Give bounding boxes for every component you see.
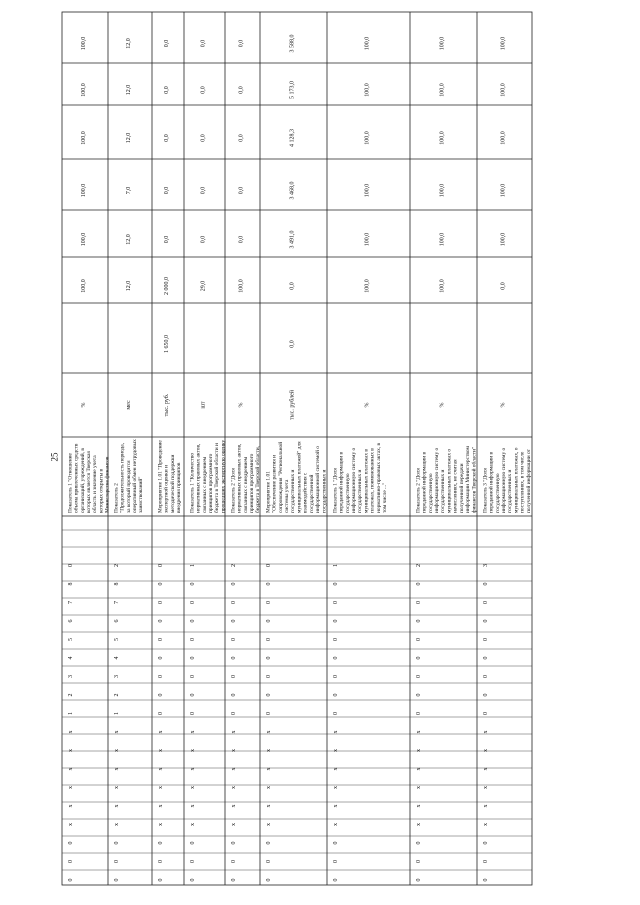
code-digit: 0 — [190, 619, 196, 623]
code-digit: x — [416, 786, 422, 789]
value-cell: 100,0 — [81, 131, 87, 145]
code-digit: x — [231, 786, 237, 789]
value-cell: 100,0 — [439, 232, 446, 247]
code-digit: 0 — [158, 582, 164, 586]
code-digit: 2 — [231, 564, 237, 567]
value-cell: 12,0 — [126, 132, 132, 144]
code-digit: 0 — [416, 619, 422, 623]
indicator-text: информационную систему о — [434, 447, 441, 513]
indicator-text: организаций, учреждений, в — [79, 448, 86, 513]
indicator-text: нормативных правовых актов, — [195, 443, 202, 513]
value-cell: 2 000,0 — [164, 277, 170, 295]
indicator-text: поступлениях, в том числе — [519, 451, 526, 513]
indicator-text: Показатель 1 "Отношение — [67, 453, 74, 513]
page-number: 25 — [49, 452, 60, 462]
value-cell: 7,0 — [126, 186, 132, 195]
code-digit: x — [266, 749, 272, 752]
code-digit: x — [483, 749, 489, 752]
code-digit: x — [416, 804, 422, 808]
value-cell: 0,0 — [164, 186, 170, 195]
code-digit: x — [266, 786, 272, 789]
value-cell: 0,0 — [238, 39, 245, 48]
indicator-text: Показатель 2 — [113, 483, 120, 513]
code-digit: 0 — [68, 564, 74, 567]
code-digit: 0 — [68, 878, 74, 882]
code-digit: 0 — [266, 693, 272, 697]
indicator-text: прошедших экспертную оценку — [220, 439, 227, 513]
code-digit: 0 — [114, 841, 120, 845]
indicator-text: государственную — [427, 473, 434, 513]
indicator-text: том числе ..." — [382, 482, 389, 513]
value-cell: 100,0 — [500, 36, 507, 51]
code-digit: 0 — [416, 860, 422, 863]
code-digit: x — [416, 767, 422, 771]
value-cell: 12,0 — [126, 280, 132, 292]
code-digit: x — [333, 786, 339, 789]
unit-text: тыс. рублей — [289, 390, 296, 420]
code-digit: 1 — [333, 564, 339, 567]
indicator-text: область и значение учета — [92, 455, 99, 513]
code-digit: 0 — [190, 841, 196, 845]
value-cell: 3 468,0 — [289, 181, 296, 200]
indicator-text: муниципальных платежах, о — [513, 447, 520, 513]
value-cell: 0,0 — [164, 134, 170, 142]
code-digit: x — [333, 730, 339, 734]
value-cell: 100,0 — [439, 183, 446, 198]
unit-text: % — [439, 402, 446, 408]
code-digit: x — [114, 786, 120, 789]
value-cell: 0,0 — [500, 282, 507, 290]
code-digit: 0 — [266, 860, 272, 863]
value-cell: 3 491,0 — [289, 230, 296, 249]
indicator-text: информационной системой о — [315, 446, 322, 513]
code-digit: x — [158, 730, 164, 734]
code-digit: 4 — [68, 656, 74, 660]
value-cell: 0,0 — [164, 39, 170, 48]
indicator-text: переданной информации в — [338, 451, 345, 513]
code-digit: 0 — [158, 656, 164, 660]
code-digit: 0 — [333, 675, 339, 678]
code-digit: x — [68, 767, 74, 771]
code-digit: 0 — [483, 878, 489, 882]
code-digit: x — [333, 804, 339, 808]
indicator-text: "Продолжительность периода, — [119, 442, 126, 513]
code-digit: 2 — [114, 564, 120, 567]
indicator-text: связанных с внедрением — [201, 456, 208, 513]
indicator-text: "Обеспечение развития и — [271, 454, 278, 513]
code-digit: 0 — [483, 601, 489, 604]
indicator-text: Мероприятие 1.01 "Проведение — [157, 440, 164, 513]
code-digit: 0 — [416, 638, 422, 641]
indicator-text: Министерстве финансов — [104, 456, 111, 513]
code-digit: 0 — [68, 860, 74, 863]
value-cell: 100,0 — [439, 279, 446, 293]
code-digit: 0 — [416, 878, 422, 882]
code-digit: x — [158, 786, 164, 789]
code-digit: 0 — [190, 582, 196, 586]
value-cell: 12,0 — [126, 38, 132, 49]
value-cell: 100,0 — [364, 183, 371, 198]
code-digit: 7 — [68, 601, 74, 604]
value-cell: 12,0 — [126, 84, 132, 96]
code-digit: x — [190, 786, 196, 789]
code-digit: 0 — [266, 582, 272, 586]
code-digit: 0 — [266, 619, 272, 623]
code-digit: x — [68, 823, 74, 826]
unit-text: % — [81, 402, 87, 408]
code-digit: x — [483, 823, 489, 826]
unit-text: % — [238, 402, 245, 408]
code-digit: 0 — [416, 656, 422, 660]
indicator-text: Показатель 3 "Доля — [482, 468, 489, 513]
unit-text: % — [500, 402, 507, 408]
code-digit: 0 — [266, 675, 272, 678]
code-digit: x — [114, 823, 120, 826]
indicator-text: нормативных правовых актов, — [236, 443, 243, 513]
code-digit: 0 — [416, 693, 422, 697]
code-digit: x — [190, 749, 196, 752]
code-digit: 0 — [190, 638, 196, 641]
code-digit: 8 — [68, 582, 74, 586]
code-digit: 0 — [231, 860, 237, 863]
value-cell: 4 128,3 — [289, 129, 296, 147]
code-digit: 0 — [266, 656, 272, 660]
value-cell: 1 650,0 — [164, 335, 170, 353]
code-digit: 1 — [68, 712, 74, 715]
code-digit: x — [231, 730, 237, 734]
indicator-text: сопровождения "Региональной — [277, 441, 284, 513]
code-digit: x — [231, 823, 237, 826]
value-cell: 0,0 — [289, 340, 296, 348]
value-cell: 0,0 — [164, 86, 170, 94]
code-digit: x — [231, 767, 237, 771]
code-digit: x — [333, 823, 339, 826]
code-digit: x — [190, 823, 196, 826]
code-digit: x — [190, 767, 196, 771]
code-digit: 0 — [416, 712, 422, 715]
value-cell: 100,0 — [439, 36, 446, 51]
code-digit: x — [231, 749, 237, 752]
code-digit: 0 — [231, 656, 237, 660]
code-digit: 0 — [483, 582, 489, 586]
value-cell: 100,0 — [364, 279, 371, 293]
code-digit: x — [190, 804, 196, 808]
code-digit: 0 — [416, 841, 422, 845]
value-cell: 0,0 — [238, 186, 245, 195]
indicator-text: Показатель 1 "Количество — [189, 452, 196, 513]
code-digit: 0 — [333, 582, 339, 586]
code-digit: 0 — [266, 564, 272, 567]
code-digit: 0 — [158, 619, 164, 623]
code-digit: 0 — [266, 601, 272, 604]
code-digit: 0 — [483, 656, 489, 660]
indicator-text: информационную систему о — [501, 447, 508, 513]
indicator-text: переданной информации в — [421, 451, 428, 513]
code-digit: 0 — [231, 878, 237, 882]
code-digit: 0 — [231, 582, 237, 586]
code-digit: 0 — [483, 841, 489, 845]
value-cell: 100,0 — [500, 232, 507, 247]
unit-text: тыс. руб. — [164, 393, 170, 417]
indicator-text: нормативно-правовых актах, в — [375, 442, 382, 513]
code-digit: 0 — [333, 619, 339, 623]
unit-text: % — [364, 402, 371, 408]
indicator-text: Мероприятие 1.01 — [265, 471, 272, 513]
code-digit: 0 — [158, 675, 164, 678]
code-digit: 0 — [158, 878, 164, 882]
indicator-text: бюджета в Тверской области, — [255, 446, 262, 513]
value-cell: 100,0 — [81, 279, 87, 293]
code-digit: x — [333, 749, 339, 752]
indicator-text: объема привлеченных средств — [73, 443, 80, 513]
value-cell: 100,0 — [238, 279, 245, 293]
value-cell: 3 588,0 — [289, 34, 296, 53]
value-cell: 5 173,0 — [289, 81, 296, 99]
code-digit: 2 — [68, 693, 74, 697]
code-digit: x — [190, 730, 196, 734]
indicator-text: системы учета — [284, 479, 291, 513]
code-digit: 0 — [483, 693, 489, 697]
value-cell: 100,0 — [364, 36, 371, 51]
indicator-text: Показатель 2 "Доля — [415, 468, 422, 513]
unit-text: шт — [200, 401, 207, 409]
code-digit: 6 — [114, 619, 120, 623]
value-cell: 100,0 — [364, 83, 371, 97]
code-digit: 1 — [114, 712, 120, 715]
value-cell: 100,0 — [81, 83, 87, 97]
code-digit: x — [231, 804, 237, 808]
code-digit: 0 — [114, 860, 120, 863]
code-digit: 0 — [333, 860, 339, 863]
code-digit: 0 — [483, 619, 489, 623]
code-digit: 0 — [158, 693, 164, 697]
code-digit: 8 — [114, 582, 120, 586]
indicator-text: муниципальных платежах в — [363, 449, 370, 513]
code-digit: 0 — [190, 693, 196, 697]
code-digit: 2 — [114, 693, 120, 697]
code-digit: 5 — [68, 638, 74, 641]
value-cell: 100,0 — [500, 131, 507, 145]
code-digit: 0 — [231, 638, 237, 641]
indicator-text: государственных и — [357, 469, 364, 513]
indicator-text: государственную — [344, 473, 351, 513]
code-digit: 2 — [416, 564, 422, 567]
code-digit: 0 — [68, 841, 74, 845]
unit-text: мес — [126, 400, 132, 410]
code-digit: 0 — [158, 712, 164, 715]
code-digit: 4 — [114, 656, 120, 660]
code-digit: x — [333, 767, 339, 771]
indicator-text: экспертной оценки и — [163, 465, 170, 513]
value-cell: 100,0 — [500, 183, 507, 198]
code-digit: x — [68, 786, 74, 789]
code-digit: x — [266, 767, 272, 771]
code-digit: 0 — [231, 619, 237, 623]
indicator-text: за который проводится — [125, 460, 132, 513]
code-digit: 3 — [114, 675, 120, 678]
value-cell: 100,0 — [81, 183, 87, 198]
code-digit: 0 — [483, 638, 489, 641]
indicator-text: переданной информации в — [488, 451, 495, 513]
indicator-text: внедрения принципов — [176, 462, 183, 513]
value-cell: 100,0 — [439, 83, 446, 97]
code-digit: 0 — [266, 841, 272, 845]
code-digit: x — [483, 767, 489, 771]
code-digit: 0 — [416, 582, 422, 586]
indicator-text: информационную систему о — [351, 447, 358, 513]
code-digit: 1 — [190, 564, 196, 567]
code-digit: 0 — [416, 601, 422, 604]
value-cell: 100,0 — [364, 131, 371, 145]
code-digit: 0 — [190, 675, 196, 678]
indicator-text: государственную — [494, 473, 501, 513]
code-digit: 0 — [483, 860, 489, 863]
value-cell: 100,0 — [81, 36, 87, 51]
indicator-text: оперативный обмен нетрудовых — [132, 439, 139, 513]
code-digit: x — [483, 804, 489, 808]
value-cell: 0,0 — [200, 86, 207, 94]
value-cell: 0,0 — [200, 235, 207, 244]
code-digit: x — [158, 804, 164, 808]
code-digit: 0 — [231, 841, 237, 845]
code-digit: x — [158, 767, 164, 771]
indicator-text: государственных и — [290, 469, 297, 513]
code-digit: x — [158, 749, 164, 752]
value-cell: 0,0 — [164, 235, 170, 244]
code-digit: 7 — [114, 601, 120, 604]
code-digit: x — [114, 767, 120, 771]
code-digit: x — [416, 823, 422, 826]
code-digit: 0 — [158, 564, 164, 567]
indicator-text: государственных и — [321, 469, 328, 513]
code-digit: x — [158, 823, 164, 826]
indicator-text: принципов программного — [249, 453, 256, 513]
code-digit: 0 — [190, 878, 196, 882]
indicator-text: государственных и — [507, 469, 514, 513]
value-cell: 0,0 — [238, 134, 245, 142]
indicator-text: муниципальных платежах о — [446, 448, 453, 513]
code-digit: 0 — [416, 675, 422, 678]
code-digit: 0 — [333, 656, 339, 660]
code-digit: 0 — [333, 693, 339, 697]
code-digit: 6 — [68, 619, 74, 623]
code-digit: x — [114, 804, 120, 808]
value-cell: 100,0 — [439, 131, 446, 145]
code-digit: x — [266, 730, 272, 734]
code-digit: 0 — [231, 601, 237, 604]
code-digit: 0 — [231, 675, 237, 678]
value-cell: 0,0 — [200, 186, 207, 195]
indicator-text: взаимодействия с — [302, 472, 309, 513]
code-digit: x — [266, 823, 272, 826]
indicator-text: методической поддержки — [169, 454, 176, 513]
indicator-text: принципов программного — [208, 453, 215, 513]
code-digit: x — [416, 730, 422, 734]
indicator-text: начислениях, не считая — [452, 459, 459, 513]
code-digit: 0 — [158, 841, 164, 845]
indicator-text: заимствований" — [138, 476, 145, 513]
value-cell: 0,0 — [289, 282, 296, 290]
value-cell: 0,0 — [200, 134, 207, 142]
code-digit: 0 — [158, 638, 164, 641]
code-digit: 0 — [483, 675, 489, 678]
indicator-text: полученной передачи — [458, 463, 465, 513]
code-digit: 0 — [266, 638, 272, 641]
code-digit: 0 — [231, 693, 237, 697]
code-digit: 0 — [114, 878, 120, 882]
value-cell: 29,0 — [200, 280, 207, 292]
indicator-text: финансов Тверской области" — [471, 446, 478, 513]
indicator-text: которых является Тверская — [86, 451, 93, 513]
indicator-text: государственных и — [440, 469, 447, 513]
code-digit: x — [114, 730, 120, 734]
indicator-text: бюджета в Тверской области и — [214, 443, 221, 513]
value-cell: 100,0 — [364, 232, 371, 247]
value-cell: 100,0 — [81, 232, 87, 247]
code-digit: 3 — [483, 564, 489, 567]
code-digit: 3 — [68, 675, 74, 678]
code-digit: 0 — [333, 841, 339, 845]
code-digit: 0 — [158, 601, 164, 604]
code-digit: x — [483, 786, 489, 789]
code-digit: 0 — [333, 638, 339, 641]
code-digit: 0 — [190, 601, 196, 604]
indicator-text: Показатель 1 "Доля — [332, 468, 339, 513]
indicator-text: платежах, поименованных в — [369, 448, 376, 513]
value-cell: 12,0 — [126, 234, 132, 245]
indicator-text: государственной — [308, 474, 315, 513]
code-digit: 0 — [333, 878, 339, 882]
code-digit: x — [416, 749, 422, 752]
indicator-text: муниципальных платежей" для — [296, 441, 303, 513]
value-cell: 0,0 — [238, 86, 245, 94]
code-digit: x — [483, 730, 489, 734]
indicator-text: информации Министерством — [465, 446, 472, 513]
indicator-text: которых открыты в — [98, 468, 105, 513]
code-digit: 5 — [114, 638, 120, 641]
code-digit: x — [68, 749, 74, 752]
code-digit: 0 — [190, 860, 196, 863]
value-cell: 0,0 — [200, 39, 207, 48]
code-digit: 0 — [231, 712, 237, 715]
value-cell: 100,0 — [500, 83, 507, 97]
code-digit: x — [68, 730, 74, 734]
code-digit: 0 — [333, 601, 339, 604]
code-digit: 0 — [333, 712, 339, 715]
indicator-text: связанных с внедрением — [242, 456, 249, 513]
indicator-text: Показатель 2 "Доля — [230, 468, 237, 513]
code-digit: 0 — [190, 712, 196, 715]
code-digit: 0 — [190, 656, 196, 660]
code-digit: 0 — [266, 878, 272, 882]
code-digit: x — [114, 749, 120, 752]
code-digit: 0 — [266, 712, 272, 715]
code-digit: 0 — [158, 860, 164, 863]
value-cell: 0,0 — [238, 235, 245, 244]
indicator-text: полученной информации от — [525, 448, 532, 513]
code-digit: 0 — [483, 712, 489, 715]
code-digit: x — [266, 804, 272, 808]
code-digit: x — [68, 804, 74, 808]
